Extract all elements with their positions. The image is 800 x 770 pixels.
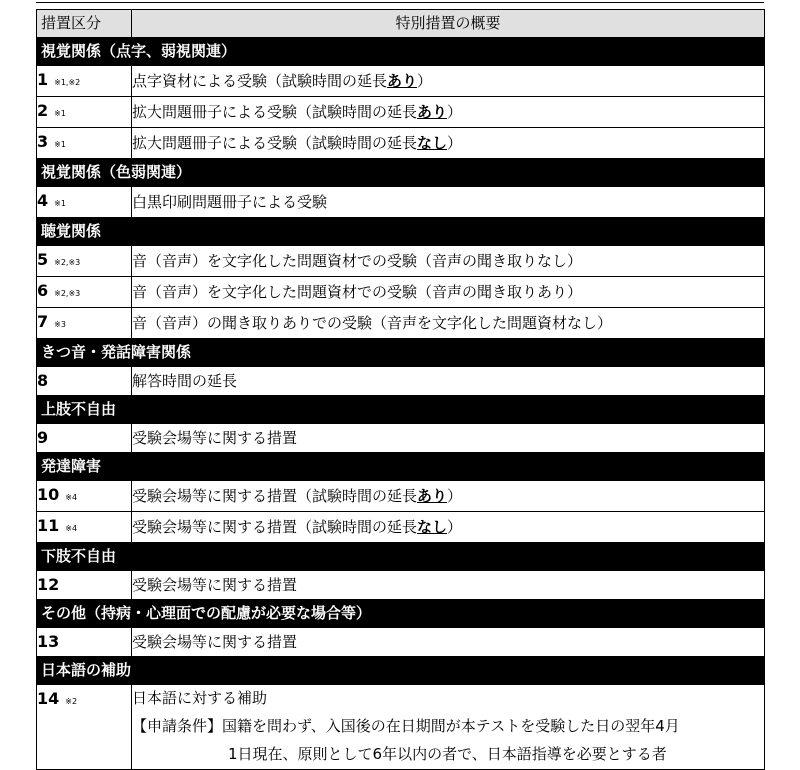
- application-condition: 【申請条件】国籍を問わず、入国後の在日期間が本テストを受験した日の翌年4月: [132, 717, 680, 735]
- top-rule: [36, 2, 764, 3]
- category-row: [37, 453, 765, 481]
- emphasis-text: なし: [417, 517, 448, 536]
- measure-number: 13: [37, 632, 60, 651]
- measure-description: 解答時間の延長: [132, 367, 765, 396]
- measure-description: 拡大問題冊子による受験（試験時間の延長あり）: [132, 97, 765, 128]
- measure-number: 9: [37, 428, 49, 447]
- emphasis-text: あり: [387, 71, 418, 90]
- measure-description: 音（音声）の聞き取りありでの受験（音声を文字化した問題資材なし）: [132, 308, 765, 339]
- category-upper-limb: 上肢不自由: [37, 396, 765, 424]
- category-row: [37, 600, 765, 628]
- measure-description: 点字資材による受験（試験時間の延長あり）: [132, 66, 765, 97]
- measure-number-cell: [37, 97, 132, 128]
- category-row: [37, 396, 765, 424]
- table-row: [37, 571, 765, 600]
- table-row: [37, 481, 765, 512]
- category-row: [37, 339, 765, 367]
- table-row: [37, 187, 765, 218]
- measure-number-cell: [37, 187, 132, 218]
- measure-note: ※2,※3: [54, 258, 81, 267]
- table-row: [37, 308, 765, 339]
- measure-note: ※1,※2: [54, 78, 81, 87]
- measure-number: 2: [37, 101, 49, 120]
- measure-description: [132, 685, 765, 770]
- measure-number-cell: [37, 424, 132, 453]
- measure-number-cell: [37, 308, 132, 339]
- measure-number-cell: [37, 128, 132, 159]
- measure-number: 11: [37, 516, 60, 535]
- measure-note: ※1: [54, 140, 66, 149]
- category-developmental: 発達障害: [37, 453, 765, 481]
- measure-number: 12: [37, 575, 60, 594]
- measure-description: 受験会場等に関する措置（試験時間の延長あり）: [132, 481, 765, 512]
- category-visual-braille: 視覚関係（点字、弱視関連）: [37, 38, 765, 66]
- measure-number-cell: [37, 628, 132, 657]
- table-row: [37, 628, 765, 657]
- measure-number: 7: [37, 312, 49, 331]
- table-header-row: [37, 10, 765, 38]
- measure-number: 1: [37, 70, 49, 89]
- measure-number: 14: [37, 689, 60, 708]
- measure-description: 受験会場等に関する措置（試験時間の延長なし）: [132, 512, 765, 543]
- table-row: [37, 97, 765, 128]
- measure-description: 受験会場等に関する措置: [132, 628, 765, 657]
- measure-note: ※4: [65, 493, 78, 502]
- category-lower-limb: 下肢不自由: [37, 543, 765, 571]
- measure-description: 受験会場等に関する措置: [132, 571, 765, 600]
- table-row: [37, 512, 765, 543]
- emphasis-text: なし: [417, 133, 448, 152]
- measure-number-cell: [37, 685, 132, 770]
- measure-description: 白黒印刷問題冊子による受験: [132, 187, 765, 218]
- table-row: [37, 246, 765, 277]
- measure-number-cell: [37, 571, 132, 600]
- emphasis-text: あり: [417, 102, 448, 121]
- measure-number: 6: [37, 281, 49, 300]
- measure-description: 音（音声）を文字化した問題資材での受験（音声の聞き取りあり）: [132, 277, 765, 308]
- measure-note: ※3: [54, 320, 66, 329]
- measure-note: ※4: [65, 524, 78, 533]
- header-measure-category: 措置区分: [37, 10, 132, 38]
- measure-number-cell: [37, 66, 132, 97]
- measure-number: 8: [37, 371, 49, 390]
- category-row: [37, 159, 765, 187]
- emphasis-text: あり: [417, 486, 448, 505]
- category-row: [37, 543, 765, 571]
- measure-description: 拡大問題冊子による受験（試験時間の延長なし）: [132, 128, 765, 159]
- table-row: [37, 66, 765, 97]
- table-row: [37, 685, 765, 770]
- measure-number: 4: [37, 191, 49, 210]
- category-row: [37, 38, 765, 66]
- measure-number-cell: [37, 512, 132, 543]
- table-row: [37, 367, 765, 396]
- measure-number-cell: [37, 481, 132, 512]
- measure-note: ※1: [54, 199, 66, 208]
- measure-number-cell: [37, 277, 132, 308]
- measure-number: 5: [37, 250, 49, 269]
- measure-note: ※2: [65, 697, 78, 706]
- category-row: [37, 218, 765, 246]
- measure-number-cell: [37, 246, 132, 277]
- category-stuttering: きつ音・発話障害関係: [37, 339, 765, 367]
- category-hearing: 聴覚関係: [37, 218, 765, 246]
- table-row: [37, 424, 765, 453]
- header-measure-summary: 特別措置の概要: [132, 10, 765, 38]
- category-visual-color: 視覚関係（色弱関連）: [37, 159, 765, 187]
- measure-number-cell: [37, 367, 132, 396]
- measure-number: 10: [37, 485, 60, 504]
- measure-description: 音（音声）を文字化した問題資材での受験（音声の聞き取りなし）: [132, 246, 765, 277]
- table-row: [37, 128, 765, 159]
- category-japanese-support: 日本語の補助: [37, 657, 765, 685]
- category-other: その他（持病・心理面での配慮が必要な場合等）: [37, 600, 765, 628]
- application-condition-continued: 1日現在、原則として6年以内の者で、日本語指導を必要とする者: [228, 745, 667, 763]
- measure-number: 3: [37, 132, 49, 151]
- table-row: [37, 277, 765, 308]
- description-line: 日本語に対する補助: [132, 689, 268, 707]
- special-measures-table: [36, 9, 765, 770]
- measure-description: 受験会場等に関する措置: [132, 424, 765, 453]
- measure-note: ※2,※3: [54, 289, 81, 298]
- category-row: [37, 657, 765, 685]
- measure-note: ※1: [54, 109, 66, 118]
